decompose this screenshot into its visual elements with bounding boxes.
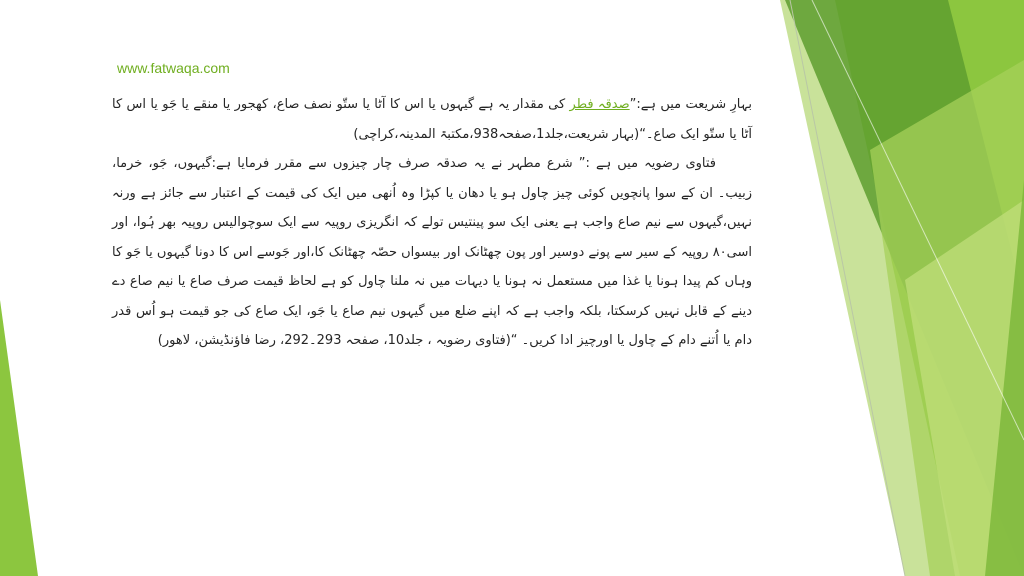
urdu-body-text [112, 90, 752, 356]
website-link[interactable]: www.fatwaqa.com [117, 60, 230, 76]
paragraph1-lead: بہارِ شریعت میں ہے:” [629, 97, 752, 112]
sadqa-fitr-link[interactable]: صدقہ فطر [569, 97, 630, 112]
paragraph1-body: کی مقدار یہ ہے گیہوں یا اس کا آٹا یا ستّو نصف صاع، کھجور یا منقے یا جَو یا اس کا آٹا یا ستّو ایک صاع۔“(بہار شریعت،جلد1،صفحہ938،مکتبۃ المدینہ،کراچی) [112, 97, 752, 142]
paragraph-bahar-e-shariat [112, 90, 752, 149]
paragraph-fatawa-razawiya: فتاوی رضویہ میں ہے :” شرع مطہر نے یہ صدقہ صرف چار چیزوں سے مقرر فرمایا ہے:گیہوں، جَو، خرما، زبیب۔ ان کے سوا پانچویں کوئی چیز چاول ہو یا دھان یا کپڑا وہ اُنھی میں ایک کی قیمت کے اعتبار سے جائز ہے ورنہ نہیں،گیہوں سے نیم صاع واجب ہے یعنی ایک سو پینتیس تولے کہ انگریزی روپیہ سے ایک سوچوالیس روپیہ بھر ہُوا، اور اسی۸۰ روپیہ کے سیر سے پونے دوسیر اور پون چھٹانک اور بیسواں حصّہ چھٹانک کا،اور جَوسے اس کا دونا گیہوں یا جَو کا وہاں کم پیدا ہونا یا غذا میں مستعمل نہ ہونا یا دیہات میں نہ ملنا چاول کو ہے لحاظ قیمت صرف صاع یا نیم صاع دے دینے کے قابل نہیں کرسکتا، بلکہ واجب ہے کہ اپنے ضلع میں گیہوں نیم صاع یا جَو، ایک صاع کی جو قیمت ہو اُس قدر دام یا اُتنے دام کے چاول یا اورچیز ادا کریں۔ “(فتاوی رضویہ ، جلد10، صفحہ 293۔292، رضا فاؤنڈیشن، لاھور) [112, 156, 752, 348]
